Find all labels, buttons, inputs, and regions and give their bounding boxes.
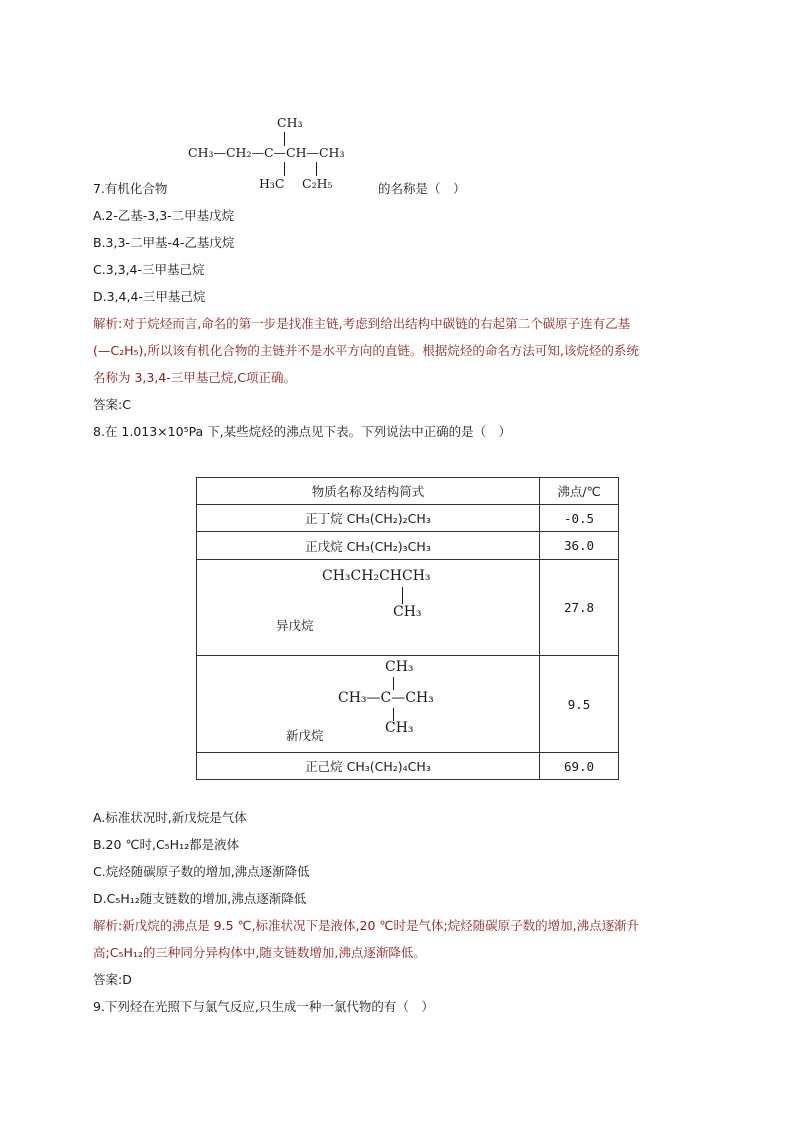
q8-option-d: D.C₅H₁₂随支链数的增加,沸点逐渐降低: [93, 891, 307, 906]
neopentane-formula-bottom: CH₃: [385, 720, 414, 736]
table-row: [197, 560, 619, 656]
q7-bond-vertical-right: [316, 162, 317, 176]
table-row: [197, 656, 619, 753]
q9-stem: 9.下列烃在光照下与氯气反应,只生成一种一氯代物的有（ ）: [93, 999, 434, 1014]
q8-answer: 答案:D: [93, 972, 132, 987]
q7-structure-main: CH₃—CH₂—C—CH—CH₃: [188, 145, 345, 160]
row-neopentane-cell: [197, 656, 540, 753]
row-neopentane-bp: 9.5: [540, 656, 619, 753]
q8-option-c: C.烷烃随碳原子数的增加,沸点逐渐降低: [93, 864, 310, 879]
boiling-point-table: [196, 477, 619, 780]
neopentane-name: 新戊烷: [286, 728, 324, 743]
isopentane-bond: [402, 587, 403, 604]
q7-structure-bottom-right: C₂H₅: [302, 176, 333, 191]
row-isopentane-cell: [197, 560, 540, 656]
q8-analysis-line-1: 解析:新戊烷的沸点是 9.5 ℃,标准状况下是液体,20 ℃时是气体;烷烃随碳原子数的增加,沸点逐渐升: [93, 918, 640, 933]
isopentane-formula-main: CH₃CH₂CHCH₃: [322, 568, 431, 584]
row-isopentane-bp: 27.8: [540, 560, 619, 656]
q7-structure-top: CH₃: [277, 115, 303, 130]
neopentane-bond-top: [393, 677, 394, 690]
q7-stem-prefix: 7.有机化合物: [93, 181, 168, 196]
q7-answer: 答案:C: [93, 397, 131, 412]
table-row: [197, 505, 619, 532]
q7-analysis-line-2: (—C₂H₅),所以该有机化合物的主链并不是水平方向的直链。根据烷烃的命名方法可知,该烷烃的系统: [93, 343, 639, 358]
row-pentane-name: 正戊烷 CH₃(CH₂)₃CH₃: [197, 532, 540, 560]
table-row: [197, 532, 619, 560]
q7-option-a: A.2-乙基-3,3-二甲基戊烷: [93, 208, 235, 223]
q8-analysis-line-2: 高;C₅H₁₂的三种同分异构体中,随支链数增加,沸点逐渐降低。: [93, 945, 426, 960]
q7-stem-suffix: 的名称是（ ）: [378, 181, 466, 196]
q7-bond-vertical-top: [284, 132, 285, 146]
isopentane-formula-branch: CH₃: [393, 604, 422, 620]
row-butane-name: 正丁烷 CH₃(CH₂)₂CH₃: [197, 505, 540, 532]
table-row: [197, 753, 619, 780]
q7-option-c: C.3,3,4-三甲基己烷: [93, 262, 205, 277]
neopentane-formula-main: CH₃—C—CH₃: [338, 690, 434, 706]
q7-option-b: B.3,3-二甲基-4-乙基戊烷: [93, 235, 235, 250]
q7-analysis-line-3: 名称为 3,3,4-三甲基己烷,C项正确。: [93, 370, 296, 385]
q8-stem: 8.在 1.013×10⁵Pa 下,某些烷烃的沸点见下表。下列说法中正确的是（ ）: [93, 424, 512, 439]
q7-analysis-line-1: 解析:对于烷烃而言,命名的第一步是找准主链,考虑到给出结构中碳链的右起第二个碳原子连有乙基: [93, 316, 631, 331]
row-hexane-bp: 69.0: [540, 753, 619, 780]
row-pentane-bp: 36.0: [540, 532, 619, 560]
neopentane-formula-top: CH₃: [385, 659, 414, 675]
header-boiling-point: 沸点/℃: [540, 478, 619, 505]
table-header-row: [197, 478, 619, 505]
q7-option-d: D.3,4,4-三甲基己烷: [93, 289, 206, 304]
q7-bond-vertical-left: [284, 162, 285, 176]
q7-structure-bottom-left: H₃C: [259, 176, 285, 191]
row-hexane-name: 正己烷 CH₃(CH₂)₄CH₃: [197, 753, 540, 780]
header-substance: 物质名称及结构简式: [197, 478, 540, 505]
row-butane-bp: -0.5: [540, 505, 619, 532]
q8-option-a: A.标准状况时,新戊烷是气体: [93, 810, 247, 825]
q8-option-b: B.20 ℃时,C₅H₁₂都是液体: [93, 837, 240, 852]
isopentane-name: 异戊烷: [276, 618, 314, 633]
